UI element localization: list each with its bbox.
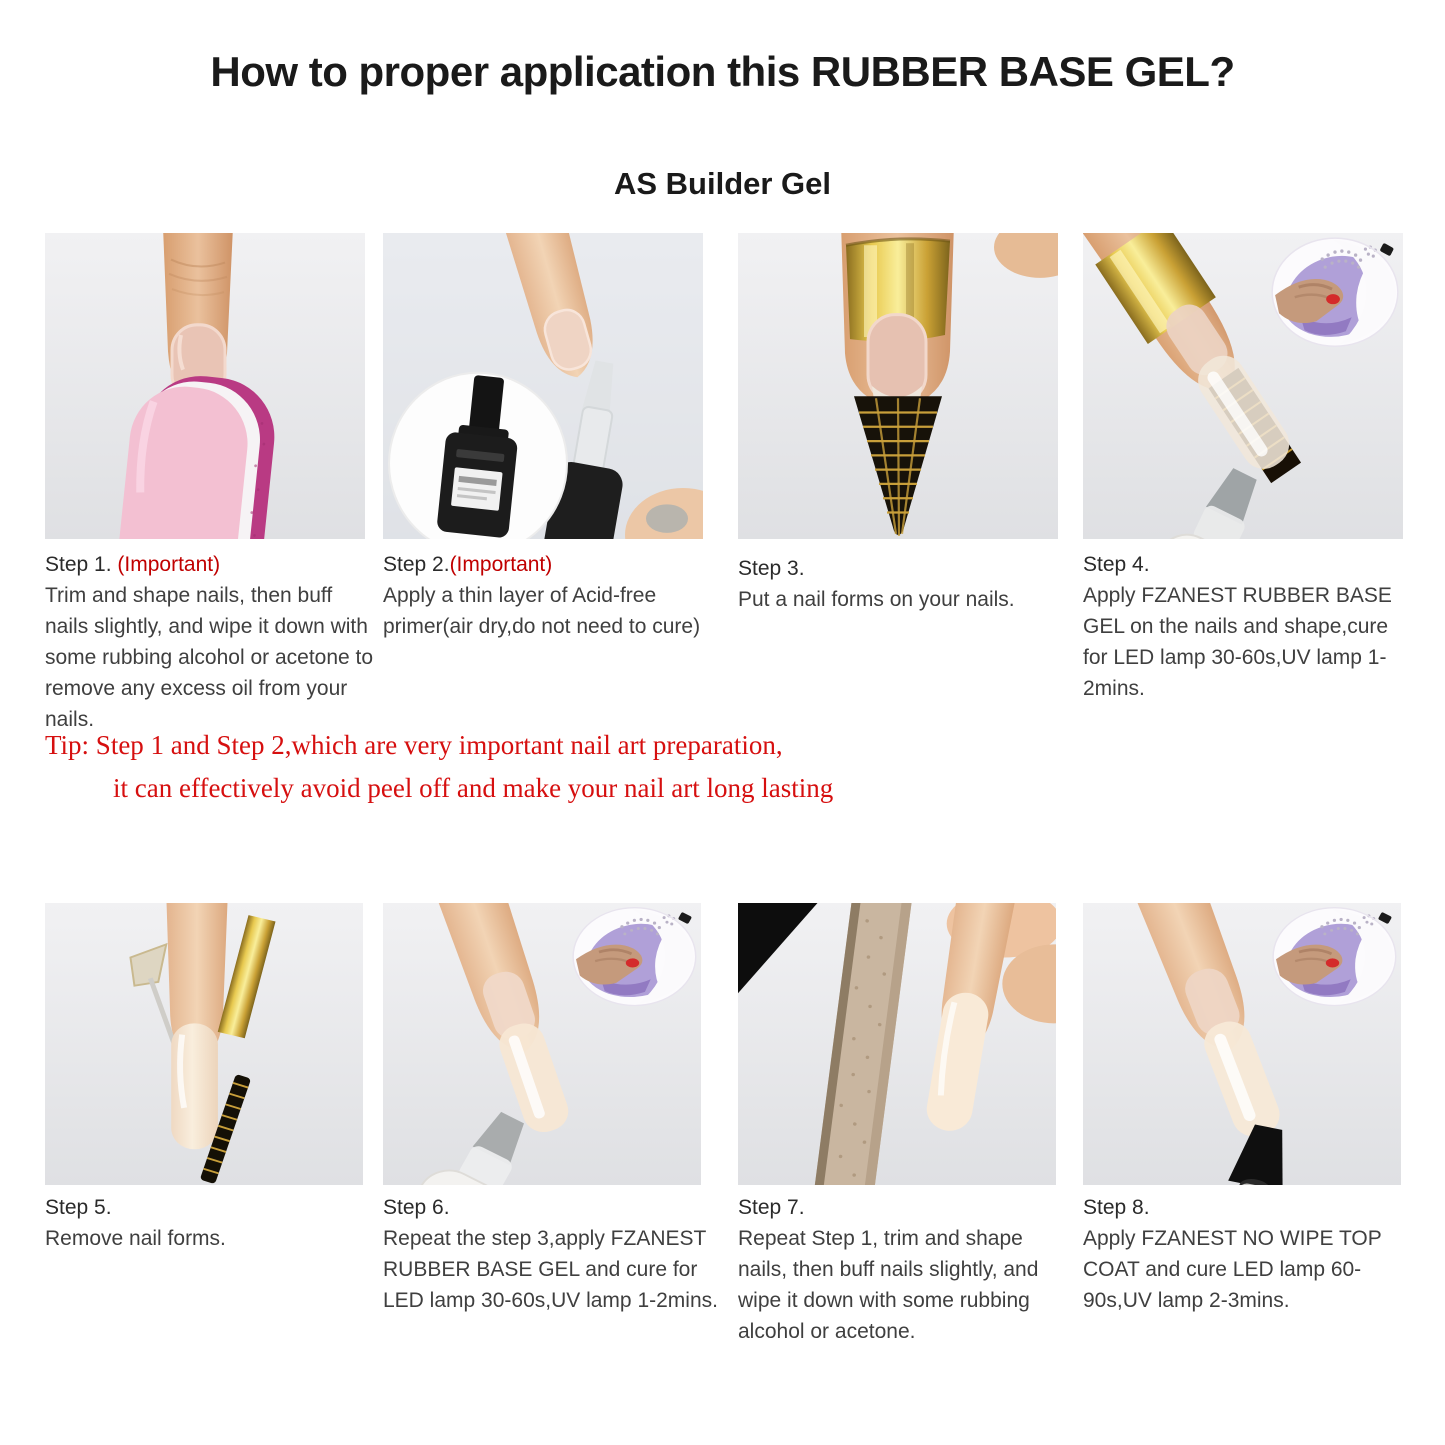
step-label: Step 2. [383,553,450,576]
photo-step-7-nail-file [738,903,1056,1185]
step-label-row [45,549,380,580]
step-important-note: (Important) [449,553,553,576]
caption-step-7 [738,1192,1073,1347]
step-label: Step 1. [45,553,118,576]
step-label-row [1083,1192,1418,1223]
step-description: Apply FZANEST RUBBER BASE GEL on the nails and shape,cure for LED lamp 30-60s,UV lamp 1-2mins. [1083,584,1392,700]
tip-line-2: it can effectively avoid peel off and make your nail art long lasting [113,773,834,803]
step-label-row [1083,549,1418,580]
photo-step-5-remove-form [45,903,363,1185]
caption-step-5 [45,1192,380,1254]
step-label-row [383,549,718,580]
step-label-row [738,553,1073,584]
natural-nail [868,315,926,403]
page-title: How to proper application this RUBBER BASE GEL? [210,48,1235,95]
step-label-row [45,1192,380,1223]
uv-lamp-icon [1272,238,1398,346]
photo-step-4-apply-gel [1083,233,1403,539]
step-label: Step 4. [1083,553,1150,576]
step-description: Put a nail forms on your nails. [738,588,1015,611]
caption-step-2 [383,549,718,642]
photo-step-3-nail-form [738,233,1058,539]
step-label-row [738,1192,1073,1223]
step-description: Repeat Step 1, trim and shape nails, then buff nails slightly, and wipe it down with some rubbing alcohol or acetone. [738,1227,1039,1343]
step-description: Remove nail forms. [45,1227,226,1250]
step-label-row [383,1192,718,1223]
step-label: Step 8. [1083,1196,1150,1219]
step-label: Step 3. [738,557,805,580]
step-description: Apply FZANEST NO WIPE TOP COAT and cure LED lamp 60-90s,UV lamp 2-3mins. [1083,1227,1382,1312]
primer-bottle-inset [389,373,567,539]
tip-line-1: Tip: Step 1 and Step 2,which are very important nail art preparation, [45,730,783,760]
photo-step-2-primer [383,233,703,539]
caption-step-4 [1083,549,1418,704]
photo-step-8-top-coat [1083,903,1401,1185]
step-label: Step 5. [45,1196,112,1219]
uv-lamp-icon [573,908,696,1006]
step-description: Trim and shape nails, then buff nails slightly, and wipe it down with some rubbing alcohol or acetone to remove any excess oil from your nails. [45,584,374,731]
caption-step-6 [383,1192,718,1316]
caption-step-3 [738,553,1073,615]
step-label: Step 6. [383,1196,450,1219]
photo-step-6-apply-gel [383,903,701,1185]
photo-step-1-buffer [45,233,365,539]
caption-step-1 [45,549,380,735]
caption-step-8 [1083,1192,1418,1316]
important-tip [45,724,965,810]
step-description: Apply a thin layer of Acid-free primer(air dry,do not need to cure) [383,584,701,638]
step-description: Repeat the step 3,apply FZANEST RUBBER BASE GEL and cure for LED lamp 30-60s,UV lamp 1-2mins. [383,1227,718,1312]
step-important-note: (Important) [117,553,221,576]
thumb-nail [646,504,688,533]
step-label: Step 7. [738,1196,805,1219]
uv-lamp-icon [1273,908,1396,1006]
page-subtitle: AS Builder Gel [613,166,832,201]
